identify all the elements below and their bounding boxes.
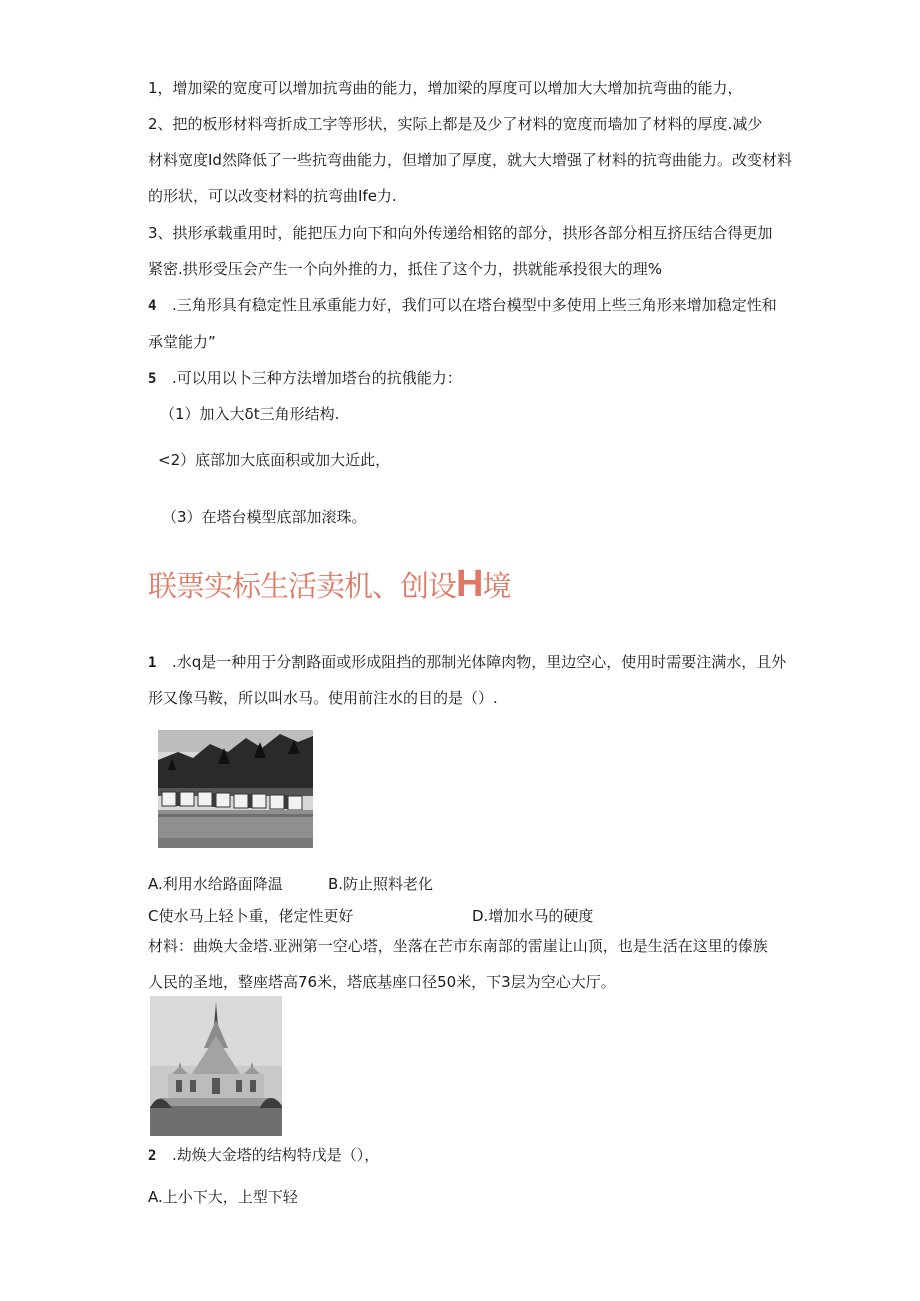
section-heading-part-2: 境 <box>482 569 511 603</box>
principle-1: 1，增加梁的宽度可以增加抗弯曲的能力，增加梁的厚度可以增加大大增加抗弯曲的能力， <box>148 79 743 97</box>
principle-2-line-2: 材料宽度Id然降低了一些抗弯曲能力，但增加了厚度，就大大增强了材料的抗弯曲能力。改变材料 <box>148 151 792 169</box>
principle-3-line-2: 紧密.拱形受压会产生一个向外推的力，抵住了这个力，拱就能承投很大的理% <box>148 260 663 278</box>
principle-4-line-1 <box>148 295 777 316</box>
principle-4-line-2: 承堂能力” <box>148 333 216 351</box>
question-1-text: .水q是一种用于分割路面或形成阻挡的那制光体障肉物，里边空心，使用时需要注满水，且外 <box>172 653 787 671</box>
method-2: <2）底部加大底面积或加大近此， <box>158 451 391 469</box>
section-heading-part-1: 联票实标生活卖机、创设 <box>148 569 457 603</box>
question-2-number: 2 <box>148 1148 157 1164</box>
material-line-2: 人民的圣地，整座塔高76米，塔底基座口径50米，下3层为空心大厅。 <box>148 973 616 991</box>
section-heading-big-letter: H <box>456 563 483 605</box>
option-b: B.防止照料老化 <box>328 875 434 893</box>
option-a: A.利用水给路面降温 <box>148 875 283 893</box>
question-2 <box>148 1145 379 1166</box>
principle-5 <box>148 368 462 389</box>
principle-5-number: 5 <box>148 371 157 387</box>
principle-5-text: .可以用以卜三种方法增加塔台的抗俄能力： <box>172 369 462 387</box>
principle-4-text: .三角形具有稳定性且承重能力好，我们可以在塔台模型中多使用上些三角形来增加稳定性和 <box>172 296 777 314</box>
question-1-line-1 <box>148 652 786 673</box>
question-2-text: .劫焕大金塔的结构特戊是（）， <box>172 1146 380 1164</box>
water-barrier-photo <box>158 730 313 848</box>
principle-2-line-1: 2、把的板形材料弯折成工字等形状，实际上都是及少了材料的宽度而墙加了材料的厚度.减少 <box>148 115 763 133</box>
option-d: D.增加水马的硬度 <box>472 907 594 925</box>
question-1-line-2: 形又像马鞍，所以叫水马。使用前注水的目的是（）. <box>148 689 498 707</box>
question-2-option-a: A.上小下大，上型下轻 <box>148 1188 298 1206</box>
option-c: C使水马上轻卜重，佬定性更好 <box>148 907 354 925</box>
principle-4-number: 4 <box>148 298 157 314</box>
question-1-number: 1 <box>148 655 157 671</box>
principle-2-line-3: 的形状，可以改变材料的抗弯曲Ife力. <box>148 187 397 205</box>
golden-pagoda-photo <box>150 996 282 1136</box>
method-1: （1）加入大δt三角形结构. <box>160 405 340 423</box>
principle-3-line-1: 3、拱形承载重用时，能把压力向下和向外传递给相铭的部分，拱形各部分相互挤压结合得更加 <box>148 224 773 242</box>
material-line-1: 材料：曲焕大金塔.亚洲第一空心塔，坐落在芒市东南部的雷崖让山顶，也是生活在这里的傣族 <box>148 937 768 955</box>
method-3: （3）在塔台模型底部加滚珠。 <box>162 508 367 526</box>
section-heading <box>148 565 510 605</box>
